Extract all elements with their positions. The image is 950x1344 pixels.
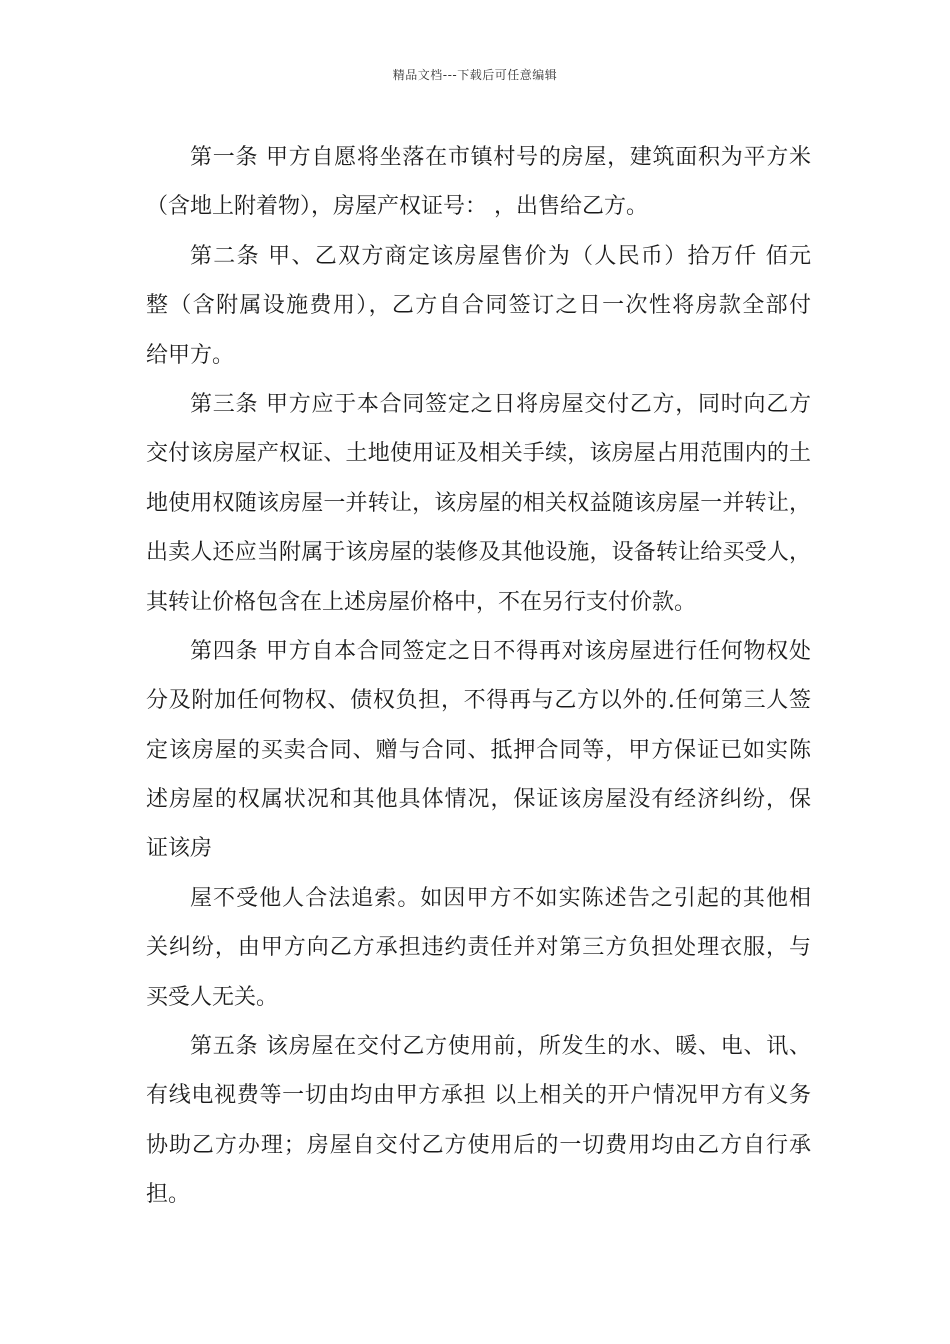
text-line: 第二条 甲、乙双方商定该房屋售价为（人民币）拾万仟 佰元 xyxy=(190,243,811,269)
text-line: 述房屋的权属状况和其他具体情况，保证该房屋没有经济纠纷，保 xyxy=(146,787,811,813)
page-header: 精品文档---下载后可任意编辑 xyxy=(392,68,558,82)
text-line: 有线电视费等一切由均由甲方承担 以上相关的开户情况甲方有义务 xyxy=(146,1083,811,1109)
text-line: 证该房 xyxy=(146,836,213,862)
text-line: 关纠纷，由甲方向乙方承担违约责任并对第三方负担处理衣服，与 xyxy=(146,935,811,961)
text-line: 屋不受他人合法追索。如因甲方不如实陈述告之引起的其他相 xyxy=(190,885,811,911)
text-line: 交付该房屋产权证、土地使用证及相关手续，该房屋占用范围内的土 xyxy=(146,441,811,467)
text-line: 第一条 甲方自愿将坐落在市镇村号的房屋，建筑面积为平方米 xyxy=(190,145,811,170)
text-line: 协助乙方办理；房屋自交付乙方使用后的一切费用均由乙方自行承 xyxy=(146,1132,811,1158)
contract-body xyxy=(146,133,811,1220)
text-line: 出卖人还应当附属于该房屋的装修及其他设施，设备转让给买受人， xyxy=(146,540,811,566)
text-line: 第三条 甲方应于本合同签定之日将房屋交付乙方，同时向乙方 xyxy=(190,391,811,417)
text-line: 地使用权随该房屋一并转让，该房屋的相关权益随该房屋一并转让， xyxy=(146,490,811,516)
text-line: 定该房屋的买卖合同、赠与合同、抵押合同等，甲方保证已如实陈 xyxy=(146,737,811,763)
text-line: 分及附加任何物权、债权负担，不得再与乙方以外的.任何第三人签 xyxy=(146,688,811,714)
text-line: 第五条 该房屋在交付乙方使用前，所发生的水、暖、电、讯、 xyxy=(190,1034,811,1060)
text-line: 第四条 甲方自本合同签定之日不得再对该房屋进行任何物权处 xyxy=(190,638,811,664)
text-line: 买受人无关。 xyxy=(146,984,279,1010)
text-line: （含地上附着物），房屋产权证号： ，出售给乙方。 xyxy=(146,194,648,220)
text-line: 整（含附属设施费用），乙方自合同签订之日一次性将房款全部付 xyxy=(146,293,811,319)
text-line: 其转让价格包含在上述房屋价格中，不在另行支付价款。 xyxy=(146,589,697,615)
text-line: 担。 xyxy=(146,1182,191,1208)
text-line: 给甲方。 xyxy=(146,342,235,368)
